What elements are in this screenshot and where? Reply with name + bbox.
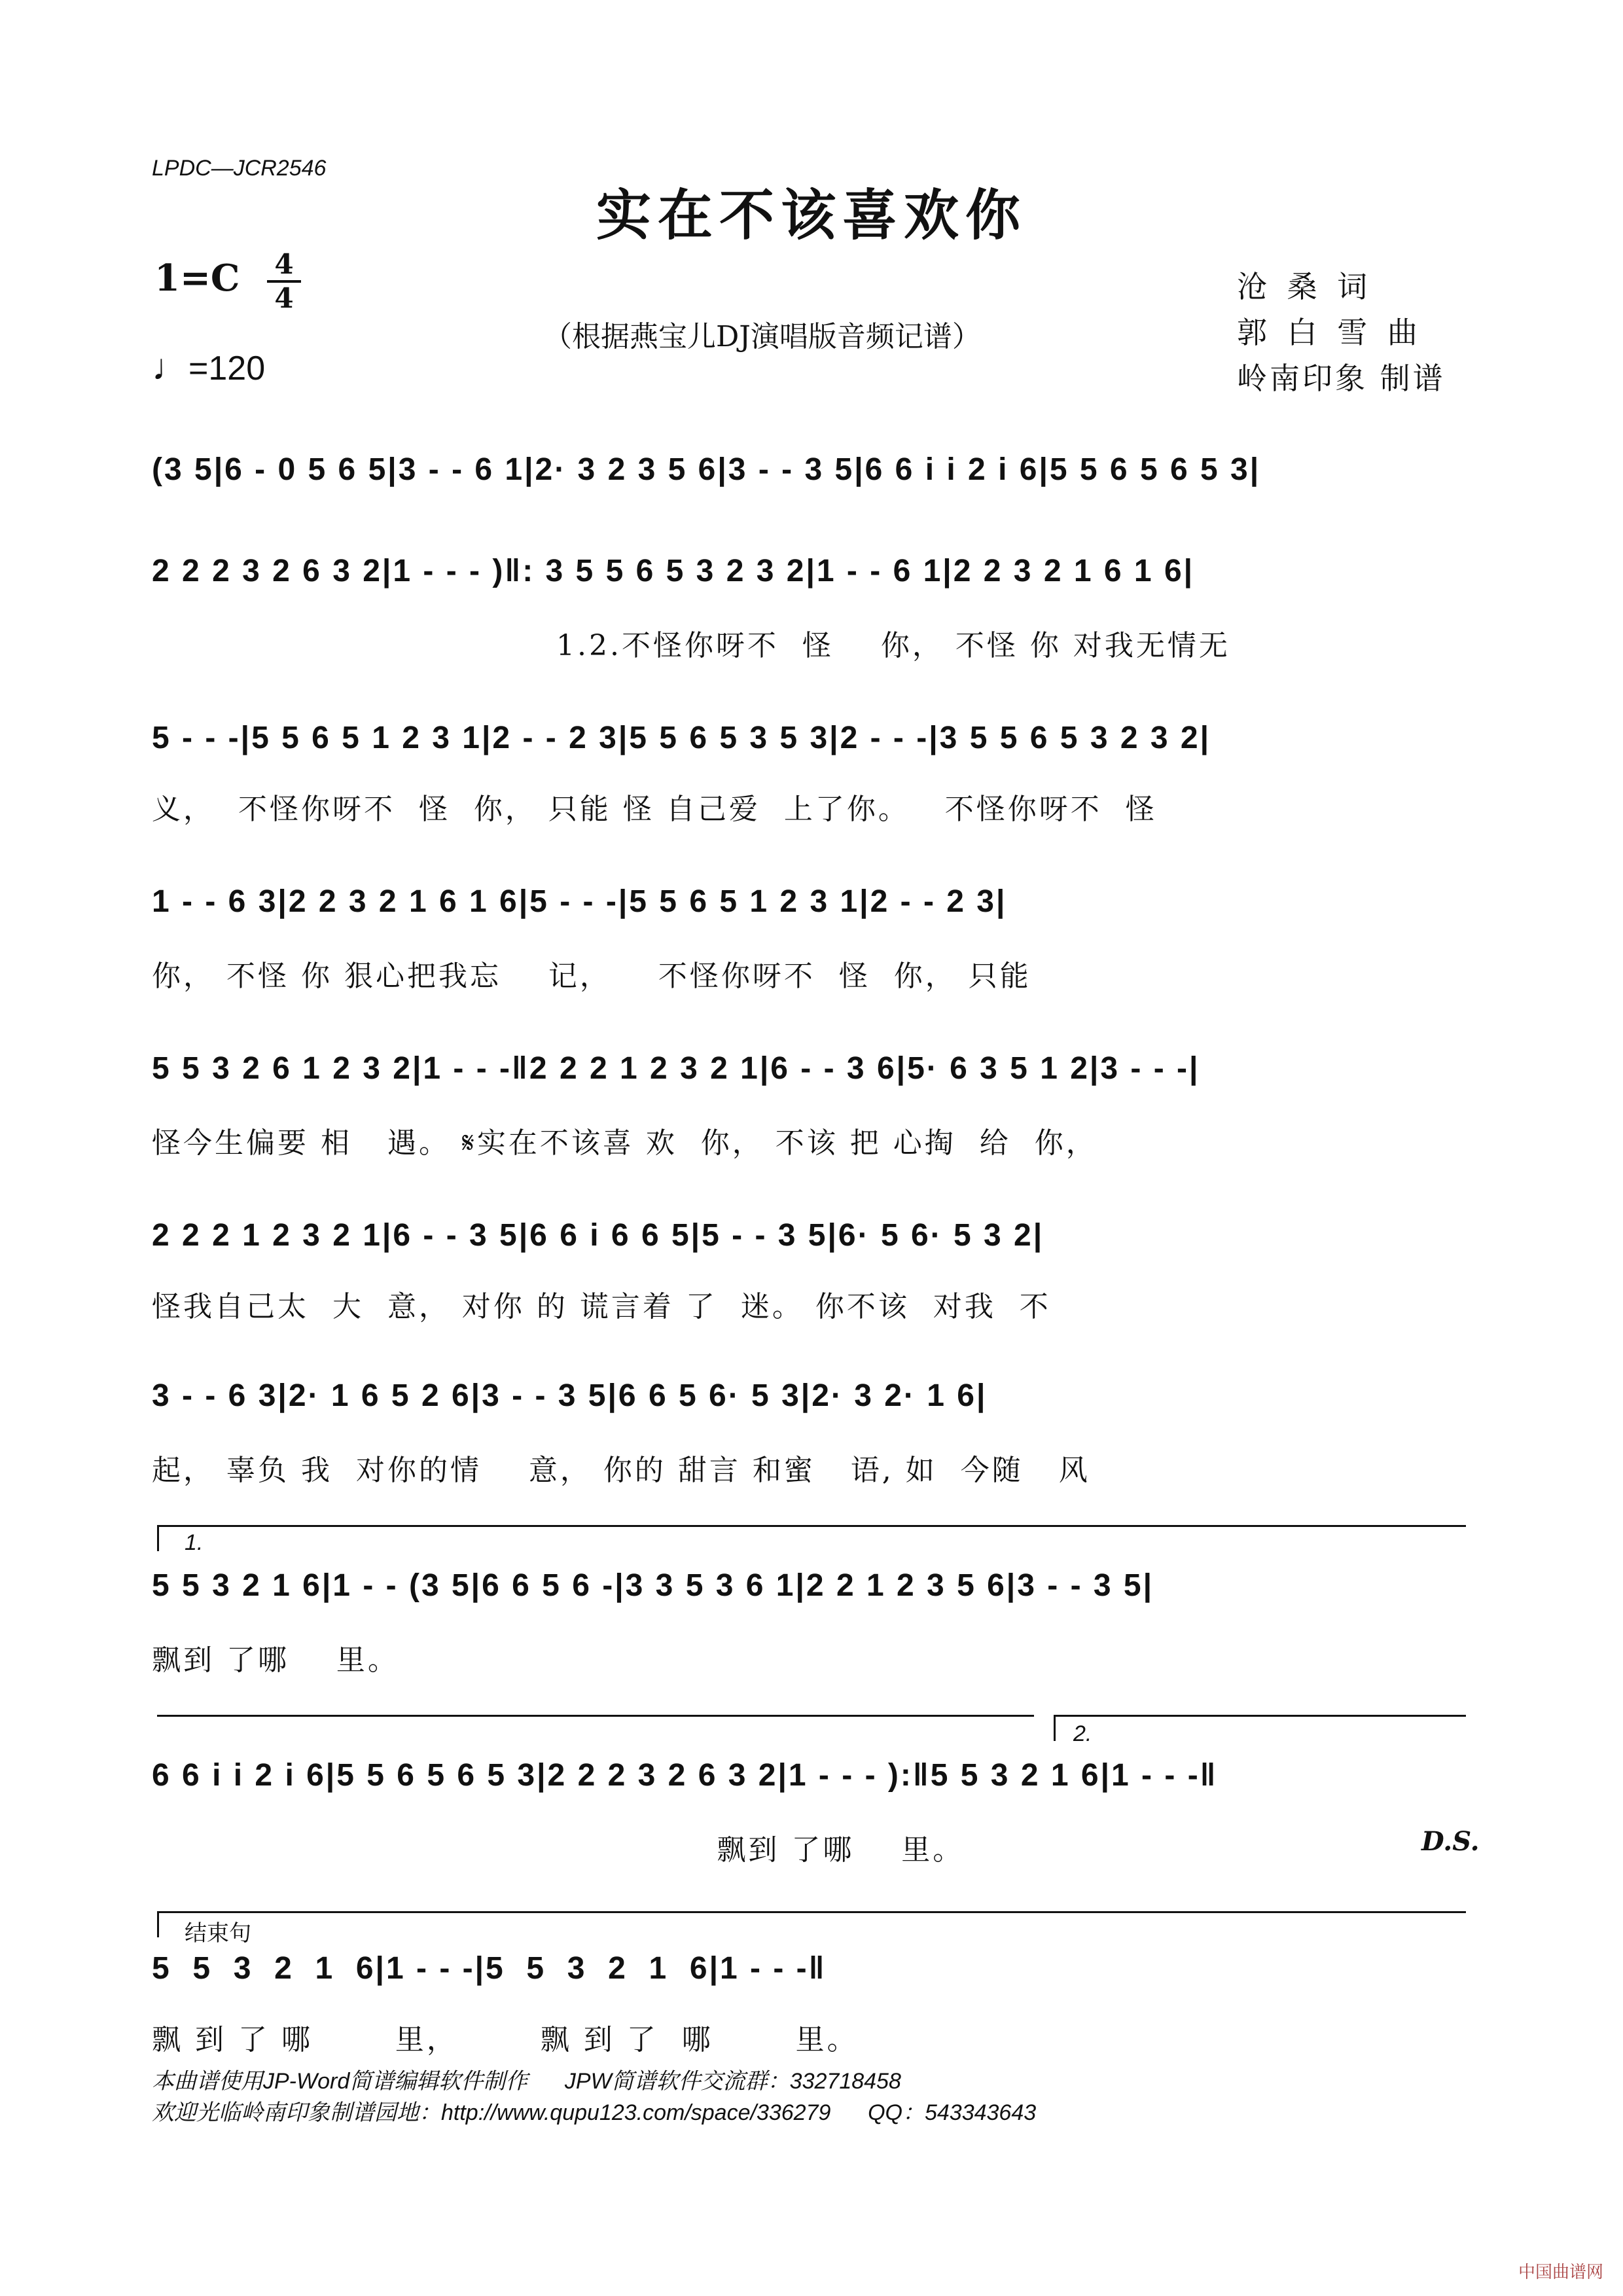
system-7-lyrics: 起， 辜负 我 对你的情 意， 你的 甜言 和蜜 语, 如 今随 风	[152, 1454, 1090, 1487]
system-3-notes: 5 - - -|5 5 6 5 1 2 3 1|2 - - 2 3|5 5 6 5 3 5 3|2 - - -|3 5 5 6 5 3 2 3 2|	[152, 721, 1211, 755]
score-code: LPDC—JCR2546	[152, 156, 327, 181]
system-5-lyrics: 怪今生偏要 相 遇。 𝄋实在不该喜 欢 你， 不该 把 心掏 给 你，	[152, 1126, 1097, 1160]
system-8-notes: 5 5 3 2 1 6|1 - - (3 5|6 6 5 6 -|3 3 5 3 6 1|2 2 1 2 3 5 6|3 - - 3 5|	[152, 1568, 1154, 1603]
key-signature: 1=C	[154, 257, 240, 300]
arranger-credit: 岭南印象 制谱	[1237, 361, 1446, 396]
ds-marking: D.S.	[1421, 1826, 1480, 1857]
tempo-value: =120	[188, 350, 266, 387]
quarter-note-icon: ♩	[152, 346, 188, 387]
system-6-notes: 2 2 2 1 2 3 2 1|6 - - 3 5|6 6 i 6 6 5|5 - - 3 5|6· 5 6· 5 3 2|	[152, 1218, 1044, 1253]
system-10-notes: 5 5 3 2 1 6|1 - - -|5 5 3 2 1 6|1 - - -‖	[152, 1951, 827, 1986]
first-ending-tick	[157, 1525, 159, 1551]
site-logo: 中国曲谱网	[1518, 2263, 1603, 2282]
second-ending-tick	[1054, 1715, 1056, 1741]
system-5-notes: 5 5 3 2 6 1 2 3 2|1 - - -‖2 2 2 1 2 3 2 1|6 - - 3 6|5· 6 3 5 1 2|3 - - -|	[152, 1051, 1200, 1086]
time-top: 4	[274, 248, 294, 280]
system-2-lyrics: 1.2.不怪你呀不 怪 你， 不怪 你 对我无情无	[556, 629, 1230, 662]
composer-credit: 郭 白 雪 曲	[1237, 315, 1423, 350]
lyricist-credit: 沧 桑 词	[1237, 269, 1373, 304]
system-4-notes: 1 - - 6 3|2 2 3 2 1 6 1 6|5 - - -|5 5 6 5 1 2 3 1|2 - - 2 3|	[152, 884, 1007, 919]
time-bottom: 4	[274, 282, 294, 314]
coda-bracket	[157, 1911, 1466, 1913]
subtitle: （根据燕宝儿DJ演唱版音频记谱）	[543, 320, 981, 353]
second-ending-label: 2.	[1073, 1721, 1092, 1746]
system-9-notes: 6 6 i i 2 i 6|5 5 6 5 6 5 3|2 2 2 3 2 6 3 2|1 - - - ):‖5 5 3 2 1 6|1 - - -‖	[152, 1758, 1218, 1793]
system-9-lyrics: 飘到 了哪 里。	[152, 1833, 965, 1867]
second-ending-bracket	[1054, 1715, 1466, 1717]
system-8-lyrics: 飘到 了哪 里。	[152, 1643, 399, 1677]
first-ending-bracket	[157, 1525, 1466, 1527]
system-1-notes: (3 5|6 - 0 5 6 5|3 - - 6 1|2· 3 2 3 5 6|3 - - 3 5|6 6 i i 2 i 6|5 5 6 5 6 5 3|	[152, 452, 1261, 487]
first-ending-label: 1.	[185, 1530, 204, 1555]
system-4-lyrics: 你， 不怪 你 狠心把我忘 记， 不怪你呀不 怪 你， 只能	[152, 960, 1031, 993]
coda-label: 结束句	[185, 1921, 251, 1946]
system-10-lyrics: 飘 到 了 哪 里， 飘 到 了 哪 里。	[152, 2023, 859, 2056]
time-signature	[267, 250, 301, 313]
system-2-notes: 2 2 2 3 2 6 3 2|1 - - - )‖: 3 5 5 6 5 3 2 3 2|1 - - 6 1|2 2 3 2 1 6 1 6|	[152, 554, 1195, 588]
tempo-marking	[152, 346, 265, 388]
system-3-lyrics: 义， 不怪你呀不 怪 你， 只能 怪 自己爱 上了你。 不怪你呀不 怪	[152, 793, 1157, 826]
system-7-notes: 3 - - 6 3|2· 1 6 5 2 6|3 - - 3 5|6 6 5 6· 5 3|2· 3 2· 1 6|	[152, 1378, 988, 1413]
footer-line-2: 欢迎光临岭南印象制谱园地：http://www.qupu123.com/space/336279 QQ：543343643	[152, 2100, 1037, 2125]
footer-line-1: 本曲谱使用JP-Word简谱编辑软件制作 JPW简谱软件交流群：332718458	[152, 2069, 901, 2094]
coda-tick	[157, 1911, 159, 1937]
song-title: 实在不该喜欢你	[596, 183, 1027, 247]
repeat-ending-line	[157, 1715, 1034, 1717]
system-6-lyrics: 怪我自己太 大 意， 对你 的 谎言着 了 迷。 你不该 对我 不	[152, 1290, 1051, 1323]
